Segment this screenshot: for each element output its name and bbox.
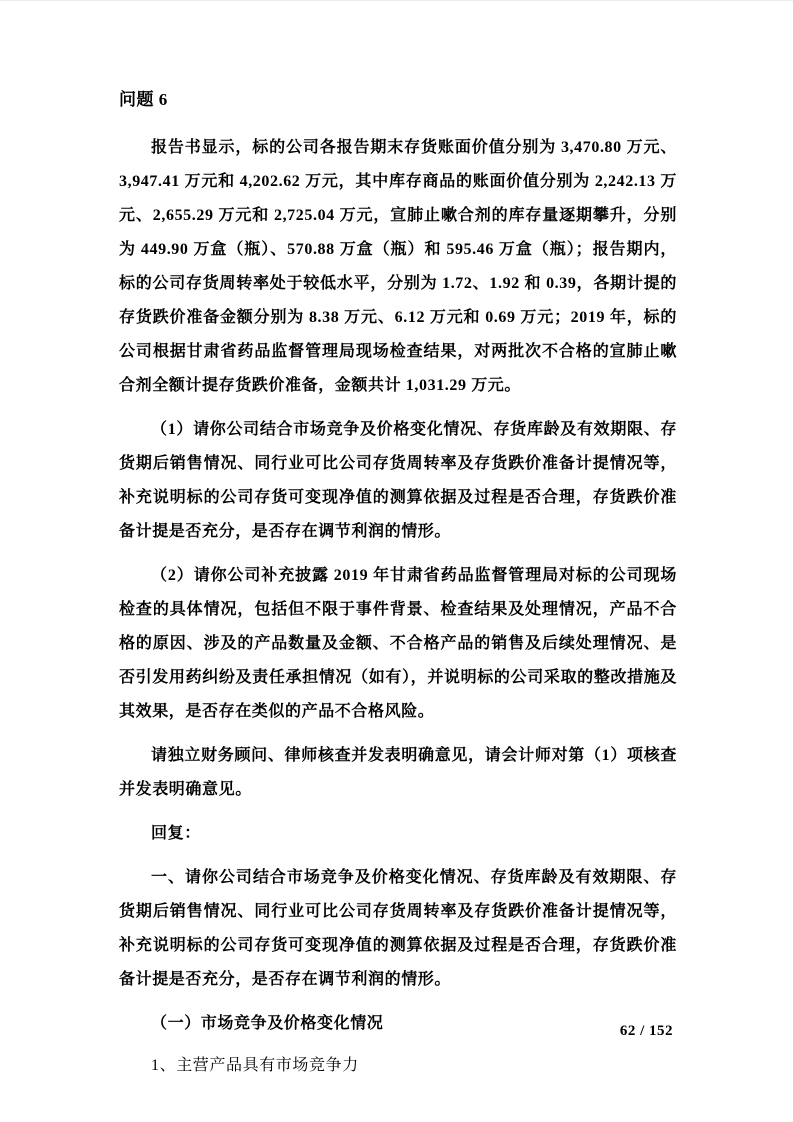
question-item-1-paragraph: （1）请你公司结合市场竞争及价格变化情况、存货库龄及有效期限、存货期后销售情况、同行业可比公司存货周转率及存货跌价准备计提情况等，补充说明标的公司存货可变现净值的测算依据及过程是否合理，存货跌价准备计提是否充分，是否存在调节利润的情形。 [119,421,677,540]
page-content [119,89,677,1083]
question-item-2-paragraph: （2）请你公司补充披露 2019 年甘肃省药品监督管理局对标的公司现场检查的具体情况，包括但不限于事件背景、检查结果及处理情况，产品不合格的原因、涉及的产品数量及金额、不合格产品的销售及后续处理情况、是否引发用药纠纷及责任承担情况（如有），并说明标的公司采取的整改措施及其效果，是否存在类似的产品不合格风险。 [119,567,677,720]
question-heading: 问题 6 [119,90,168,109]
page-number: 62 / 152 [619,1023,673,1039]
reply-label: 回复： [151,825,201,842]
question-intro-paragraph: 报告书显示，标的公司各报告期末存货账面价值分别为 3,470.80 万元、3,947.41 万元和 4,202.62 万元，其中库存商品的账面价值分别为 2,242.13 万元、2,655.29 万元和 2,725.04 万元，宣肺止嗽合剂的库存量逐期攀升，分别为 449.90 万盒（瓶）、570.88 万盒（瓶）和 595.46 万盒（瓶）；报告期内，标的公司存货周转率处于较低水平，分别为 1.72、1.92 和 0.39，各期计提的存货跌价准备金额分别为 8.38 万元、6.12 万元和 0.69 万元；2019 年，标的公司根据甘肃省药品监督管理局现场检查结果，对两批次不合格的宣肺止嗽合剂全额计提存货跌价准备，金额共计 1,031.29 万元。 [119,139,677,394]
subsection-heading: 1、主营产品具有市场竞争力 [151,1057,359,1074]
section-heading: （一）市场竞争及价格变化情况 [151,1015,384,1032]
verification-request-paragraph: 请独立财务顾问、律师核查并发表明确意见，请会计师对第（1）项核查并发表明确意见。 [119,747,677,798]
reply-restate-paragraph: 一、请你公司结合市场竞争及价格变化情况、存货库龄及有效期限、存货期后销售情况、同行业可比公司存货周转率及存货跌价准备计提情况等，补充说明标的公司存货可变现净值的测算依据及过程是否合理，存货跌价准备计提是否充分，是否存在调节利润的情形。 [119,869,677,988]
